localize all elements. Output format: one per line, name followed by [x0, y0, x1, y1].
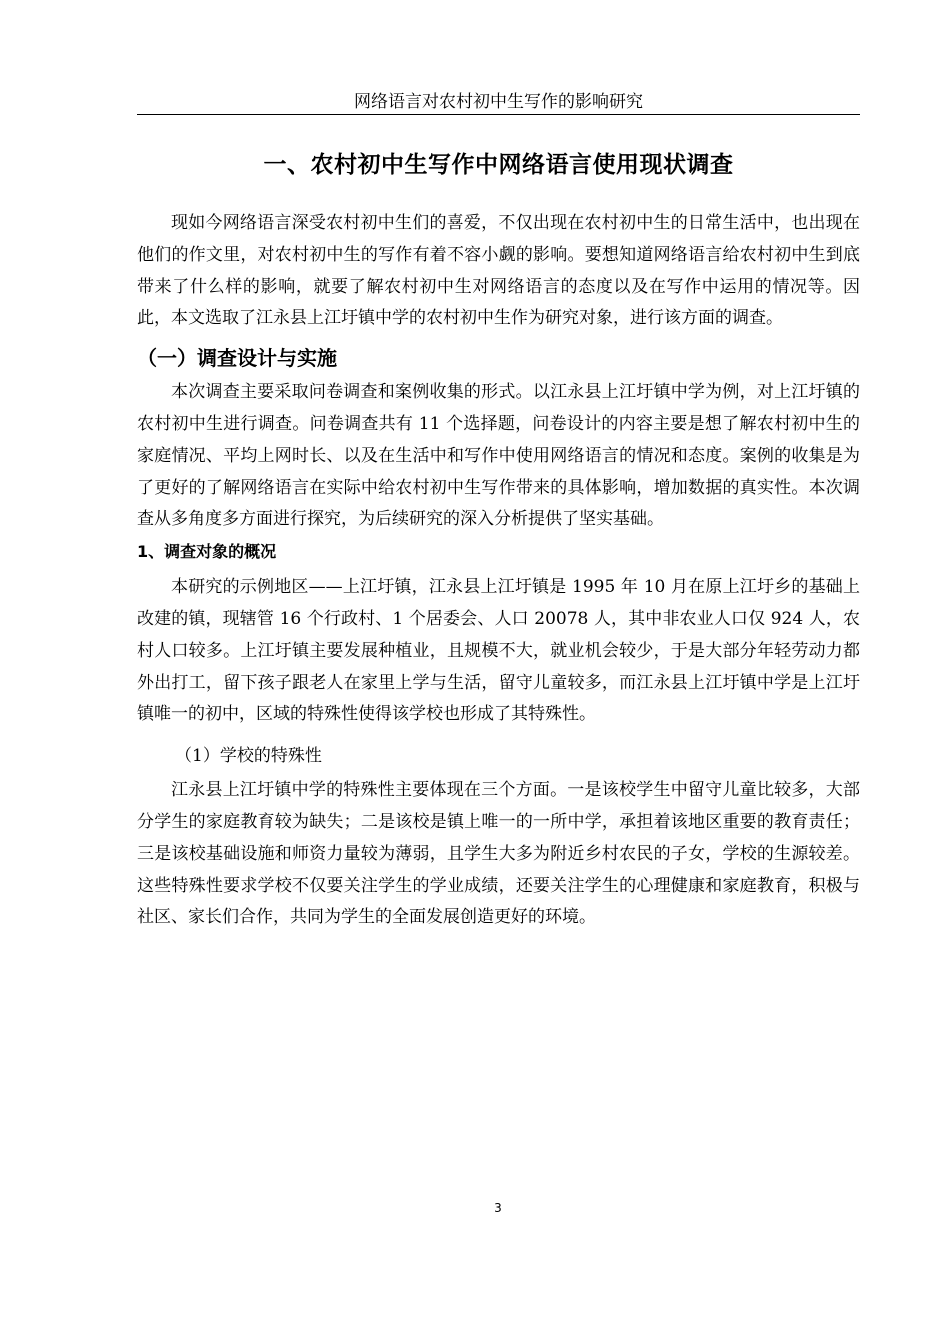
- page-body: [137, 140, 860, 934]
- subsection-title: （一）调查设计与实施: [137, 346, 337, 371]
- school-paragraph: 江永县上江圩镇中学的特殊性主要体现在三个方面。一是该校学生中留守儿童比较多，大部分学生的家庭教育较为缺失；二是该校是镇上唯一的一所中学，承担着该地区重要的教育责任；三是该校基础设施和师资力量较为薄弱，且学生大多为附近乡村农民的子女，学校的生源较差。这些特殊性要求学校不仅要关注学生的学业成绩，还要关注学生的心理健康和家庭教育，积极与社区、家长们合作，共同为学生的全面发展创造更好的环境。: [137, 780, 860, 928]
- header-rule: [137, 114, 860, 115]
- intro-paragraph: 现如今网络语言深受农村初中生们的喜爱，不仅出现在农村初中生的日常生活中，也出现在他们的作文里，对农村初中生的写作有着不容小觑的影响。要想知道网络语言给农村初中生到底带来了什么样的影响，就要了解农村初中生对网络语言的态度以及在写作中运用的情况等。因此，本文选取了江永县上江圩镇中学的农村初中生作为研究对象，进行该方面的调查。: [137, 213, 860, 329]
- subsubsection-title: 1、调查对象的概况: [137, 542, 277, 562]
- item-title: （1）学校的特殊性: [175, 746, 322, 767]
- overview-paragraph: 本研究的示例地区——上江圩镇，江永县上江圩镇是 1995 年 10 月在原上江圩乡的基础上改建的镇，现辖管 16 个行政村、1 个居委会、人口 20078 人，其中非农业人口仅 924 人，农村人口较多。上江圩镇主要发展种植业，且规模不大，就业机会较少，于是大部分年轻劳动力都外出打工，留下孩子跟老人在家里上学与生活，留守儿童较多，而江永县上江圩镇中学是上江圩镇唯一的初中，区域的特殊性使得该学校也形成了其特殊性。: [137, 577, 860, 725]
- design-paragraph: 本次调查主要采取问卷调查和案例收集的形式。以江永县上江圩镇中学为例，对上江圩镇的农村初中生进行调查。问卷调查共有 11 个选择题，问卷设计的内容主要是想了解农村初中生的家庭情况、平均上网时长、以及在生活中和写作中使用网络语言的情况和态度。案例的收集是为了更好的了解网络语言在实际中给农村初中生写作带来的具体影响，增加数据的真实性。本次调查从多角度多方面进行探究，为后续研究的深入分析提供了坚实基础。: [137, 382, 860, 530]
- section-title: 一、农村初中生写作中网络语言使用现状调查: [263, 152, 734, 178]
- running-header: 网络语言对农村初中生写作的影响研究: [354, 92, 643, 112]
- page-number: 3: [494, 1201, 502, 1215]
